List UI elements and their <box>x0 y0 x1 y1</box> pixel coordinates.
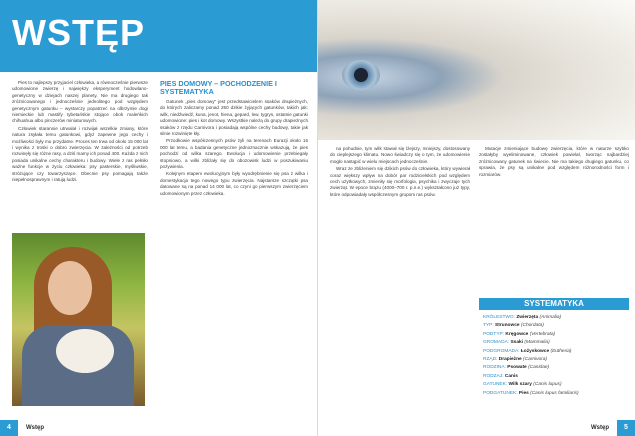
left-page <box>0 0 317 436</box>
header-band <box>0 0 317 72</box>
systematyka-key: TYP: <box>483 323 494 329</box>
systematyka-row <box>483 348 625 356</box>
systematyka-key: RODZAJ: <box>483 373 504 379</box>
footer-label: Wstęp <box>26 425 44 431</box>
paragraph: na pohudnie, tym wilk stawał się lżejszy, mniejszy, dostosowany do cieplejszego klimatu. Nowo świadczy się o tym, że udomowienie mogło nastąpić w wielu miejscach jednocześnie. <box>330 146 470 164</box>
left-column-text <box>330 146 470 414</box>
systematyka-latin: (Canis lupus) <box>533 382 562 388</box>
footer <box>0 420 317 436</box>
photo-cat <box>56 329 114 373</box>
cat-eye <box>342 60 380 90</box>
woman-with-cat-photo <box>12 233 145 406</box>
section-heading: PIES DOMOWY – POCHODZENIE I SYSTEMATYKA <box>160 79 277 96</box>
left-column-text <box>12 80 148 230</box>
systematyka-row <box>483 322 625 330</box>
page-number: 5 <box>617 420 635 436</box>
paragraph: Gatunek „pies domowy” jest przedstawicielem ssaków drapieżnych, do których zaliczamy ponad 250 dzikie żyjących gatunków, takich jak: wilk, niedźwiedź, kuna, jenot, hiena, gepard, lew, tygrys, ostatnie gatunki udomowione: pies i kot domowy. Wszystkie należą do grupy drapieżnych ssaków z rzędu Carnivora i posiadają wspólne cechy budowy, takie jak silnie rozwinięte kły. <box>160 99 308 137</box>
systematyka-row <box>483 364 625 372</box>
systematyka-latin: (Canis lupus familiaris) <box>530 390 579 396</box>
systematyka-latin: (Vertebrata) <box>529 331 556 337</box>
paragraph: Wraz ze zbliżeniem się dzikich psów do człowieka, który wywierał coraz większy wpływ na dobór par rodzicielskich pod względem cech użytkowych, zmieniły się morfologia, psychika i zwyczaje tych zwierząt. W epoce brązu (4000–700 r. p.n.e.) wykształcono już typy, które odpowiadały współczesnym grupom ras psów. <box>330 166 470 197</box>
systematyka-value: Zwierzęta <box>516 315 539 320</box>
page-number: 4 <box>0 420 18 436</box>
systematyka-latin: (Chordata) <box>520 323 544 329</box>
systematyka-row <box>483 373 625 381</box>
systematyka-key: RODZINA: <box>483 365 506 371</box>
systematyka-row <box>483 314 625 322</box>
systematyka-row <box>483 390 625 398</box>
right-column-text <box>160 99 308 409</box>
systematyka-key: PODGATUNEK: <box>483 390 518 396</box>
systematyka-latin: (Canidae) <box>528 365 550 371</box>
systematyka-latin: (Eutheria) <box>550 348 572 354</box>
cat-eye-photo <box>318 0 635 140</box>
right-page <box>318 0 635 436</box>
systematyka-key: PODTYP: <box>483 331 505 337</box>
systematyka-key: KRÓLESTWO: <box>483 315 515 320</box>
paragraph: Kolejnym etapem ewolucyjnym były wyodrębnienie się psa z wilka i domestykacja tego nowego typu zwierzęcia. Najstarsze szczątki psa datowane są na ponad 14 000 lat, co czyni go pierwszym zwierzęciem udomowionym przez człowieka. <box>160 171 308 196</box>
systematyka-key: PODGROMADA: <box>483 348 520 354</box>
systematyka-value: Psowate <box>507 365 527 371</box>
systematyka-value: Pies <box>518 390 529 396</box>
systematyka-latin: (Carnivora) <box>523 357 548 363</box>
systematyka-box <box>479 298 629 412</box>
systematyka-row <box>483 381 625 389</box>
right-column-text <box>479 146 629 294</box>
systematyka-value: Ssaki <box>510 340 524 346</box>
systematyka-list <box>479 310 629 398</box>
systematyka-title: SYSTEMATYKA <box>479 298 629 310</box>
paragraph: Pies to najlepszy przyjaciel człowieka, a równocześnie pierwsze udomowione zwierzę i najwiękzy eksperyment hodowlano-genetyczny w dziejach naszej planety. Nie ma drugiego tak zróżnicowanego i jednocześnie jednolitego pod względem genetycznym gatunku – wystarczy popatrzeć na olbrzymie dogi niemieckie lub mastify tybetańskie stojące obok maleńkich chihuahua albo pinczerów miniaturowych. <box>12 80 148 124</box>
systematyka-key: GROMADA: <box>483 340 510 346</box>
systematyka-value: Drapieżne <box>498 357 522 363</box>
systematyka-key: GATUNEK: <box>483 382 508 388</box>
systematyka-row <box>483 331 625 339</box>
photo-face <box>48 261 92 315</box>
systematyka-latin: (Animalia) <box>539 315 562 320</box>
systematyka-value: Canis <box>504 373 518 379</box>
footer <box>318 420 635 436</box>
systematyka-key: RZĄD: <box>483 357 498 363</box>
systematyka-value: Łożyskowce <box>520 348 550 354</box>
systematyka-latin: (Mammalia) <box>524 340 550 346</box>
paragraph: Mutacje zmieniające budowę zwierzęcia, które w naturze szybko zostałyby wyeliminowane, człowiek powielał, tworząc najbardziej zróżnicowany gatunek na świecie. Nie ma takiego drugiego gatunku, co sprawia, że psy są unikalne pod względem różnorodności form i rozmiarów. <box>479 146 629 177</box>
footer-label: Wstęp <box>591 425 609 431</box>
systematyka-value: Kręgowce <box>505 331 529 337</box>
systematyka-value: Wilk szary <box>508 382 532 388</box>
systematyka-row <box>483 339 625 347</box>
systematyka-value: Strunowce <box>495 323 520 329</box>
paragraph: Przodkowie współczesnych psów żyli na terenach Eurazji około 15 000 lat temu, a badania genetyczne jednoznacznie wskazują, że pies pochodzi od wilka szarego. Ewolucja i udomowienie przebiegały stopniowo, a wilki zbliżały się do obozowisk ludzi w poszukiwaniu pożywienia. <box>160 138 308 170</box>
paragraph: Człowiek starannie utrwalał i rozwijał wszelkie zmiany, które natura zsyłała temu gatunkowi, gdyż zapewne jego cechy i możliwości były mu przydatne. Proces ten trwa od około 15 000 lat i wynika z troski o dobro zwierzęcia. W zależności od potrzeb rozwinęły się różne rasy, a dziś mamy ich ponad 400. Każda z nich posiada unikalne cechy charakteru i budowy. Wiele z ras pełniło ważne funkcje w życiu człowieka: psy pasterskie, myśliwskie, stróżujące czy towarzyszące. Obecnie psy pomagają także niepełnosprawnym i ratują ludzi. <box>12 125 148 183</box>
page-title: WSTĘP <box>12 12 146 53</box>
systematyka-row <box>483 356 625 364</box>
